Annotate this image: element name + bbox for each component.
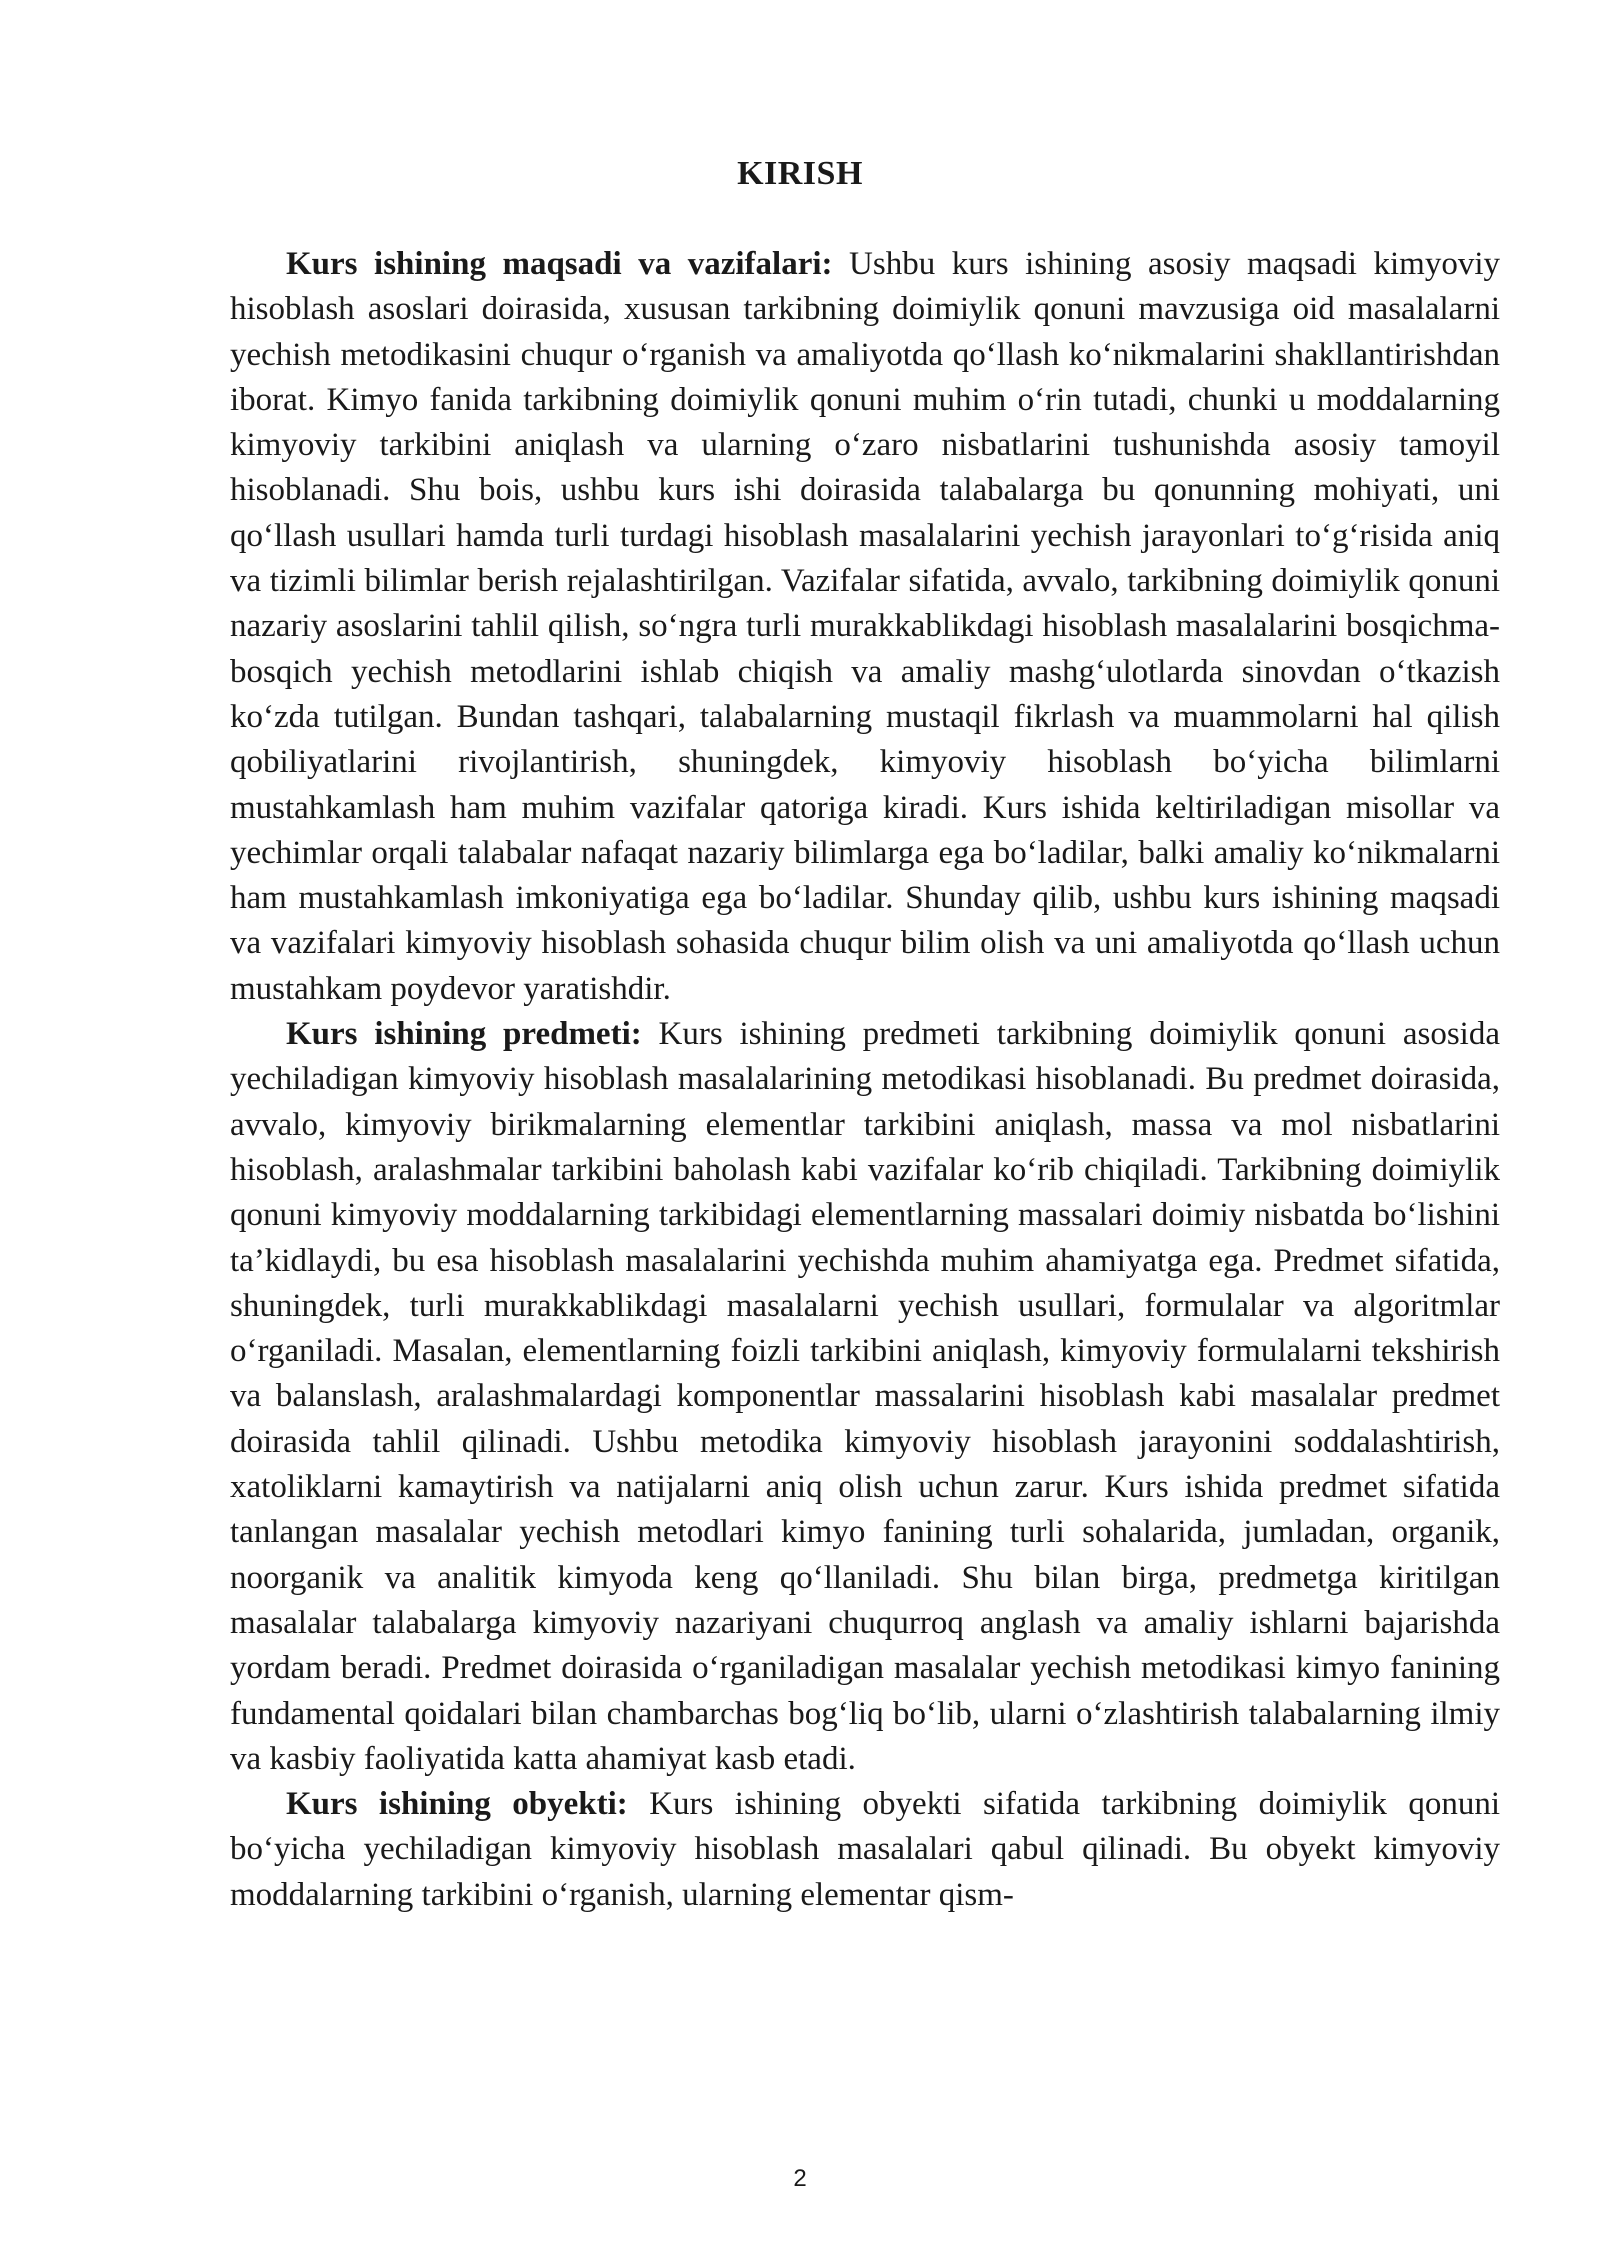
paragraph-text: Kurs ishining obyekti sifatida tarkibning doimiylik qonuni bo‘yicha yechiladigan kimyoviy hisoblash masalalari qabul qilinadi. Bu obyekt kimyoviy moddalarning tarkibini o‘rganish, ularning elementar qism- [230, 1786, 1500, 1913]
paragraph-text: Kurs ishining predmeti tarkibning doimiylik qonuni asosida yechiladigan kimyoviy hisoblash masalalarining metodikasi hisoblanadi. Bu predmet doirasida, avvalo, kimyoviy birikmalarning elementlar tarkibini aniqlash, massa va mol nisbatlarini hisoblash, aralashmalar tarkibini baholash kabi vazifalar ko‘rib chiqiladi. Tarkibning doimiylik qonuni kimyoviy moddalarning tarkibidagi elementlarning massalari doimiy nisbatda bo‘lishini ta’kidlaydi, bu esa hisoblash masalalarini yechishda muhim ahamiyatga ega. Predmet sifatida, shuningdek, turli murakkablikdagi masalalarni yechish usullari, formulalar va algoritmlar o‘rganiladi. Masalan, elementlarning foizli tarkibini aniqlash, kimyoviy formulalarni tekshirish va balanslash, aralashmalardagi komponentlar massalarini hisoblash kabi masalalar predmet doirasida tahlil qilinadi. Ushbu metodika kimyoviy hisoblash jarayonini soddalashtirish, xatoliklarni kamaytirish va natijalarni aniq olish uchun zarur. Kurs ishida predmet sifatida tanlangan masalalar yechish metodlari kimyo fanining turli sohalarida, jumladan, organik, noorganik va analitik kimyoda keng qo‘llaniladi. Shu bilan birga, predmetga kiritilgan masalalar talabalarga kimyoviy nazariyani chuqurroq anglash va amaliy ishlarni bajarishda yordam beradi. Predmet doirasida o‘rganiladigan masalalar yechish metodikasi kimyo fanining fundamental qoidalari bilan chambarchas bog‘liq bo‘lib, ularni o‘zlashtirish talabalarning ilmiy va kasbiy faoliyatida katta ahamiyat kasb etadi. [230, 1016, 1500, 1777]
page-number: 2 [793, 2165, 807, 2192]
paragraph-subject [230, 1012, 1500, 1782]
paragraph-lead: Kurs ishining predmeti: [286, 1016, 642, 1053]
paragraph-lead: Kurs ishining obyekti: [286, 1786, 628, 1823]
paragraph-text: Ushbu kurs ishining asosiy maqsadi kimyoviy hisoblash asoslari doirasida, xususan tarkibning doimiylik qonuni mavzusiga oid masalalarni yechish metodikasini chuqur o‘rganish va amaliyotda qo‘llash ko‘nikmalarini shakllantirishdan iborat. Kimyo fanida tarkibning doimiylik qonuni muhim o‘rin tutadi, chunki u moddalarning kimyoviy tarkibini aniqlash va ularning o‘zaro nisbatlarini tushunishda asosiy tamoyil hisoblanadi. Shu bois, ushbu kurs ishi doirasida talabalarga bu qonunning mohiyati, uni qo‘llash usullari hamda turli turdagi hisoblash masalalarini yechish jarayonlari to‘g‘risida aniq va tizimli bilimlar berish rejalashtirilgan. Vazifalar sifatida, avvalo, tarkibning doimiylik qonuni nazariy asoslarini tahlil qilish, so‘ngra turli murakkablikdagi hisoblash masalalarini bosqichma-bosqich yechish metodlarini ishlab chiqish va amaliy mashg‘ulotlarda sinovdan o‘tkazish ko‘zda tutilgan. Bundan tashqari, talabalarning mustaqil fikrlash va muammolarni hal qilish qobiliyatlarini rivojlantirish, shuningdek, kimyoviy hisoblash bo‘yicha bilimlarni mustahkamlash ham muhim vazifalar qatoriga kiradi. Kurs ishida keltiriladigan misollar va yechimlar orqali talabalar nafaqat nazariy bilimlarga ega bo‘ladilar, balki amaliy ko‘nikmalarni ham mustahkamlash imkoniyatiga ega bo‘ladilar. Shunday qilib, ushbu kurs ishining maqsadi va vazifalari kimyoviy hisoblash sohasida chuqur bilim olish va uni amaliyotda qo‘llash uchun mustahkam poydevor yaratishdir. [230, 246, 1501, 1007]
paragraph-lead: Kurs ishining maqsadi va vazifalari: [286, 246, 833, 282]
section-heading: KIRISH [737, 155, 863, 192]
body-text [230, 242, 1500, 1918]
paragraph-goals [230, 242, 1500, 1012]
paragraph-object [230, 1782, 1500, 1918]
